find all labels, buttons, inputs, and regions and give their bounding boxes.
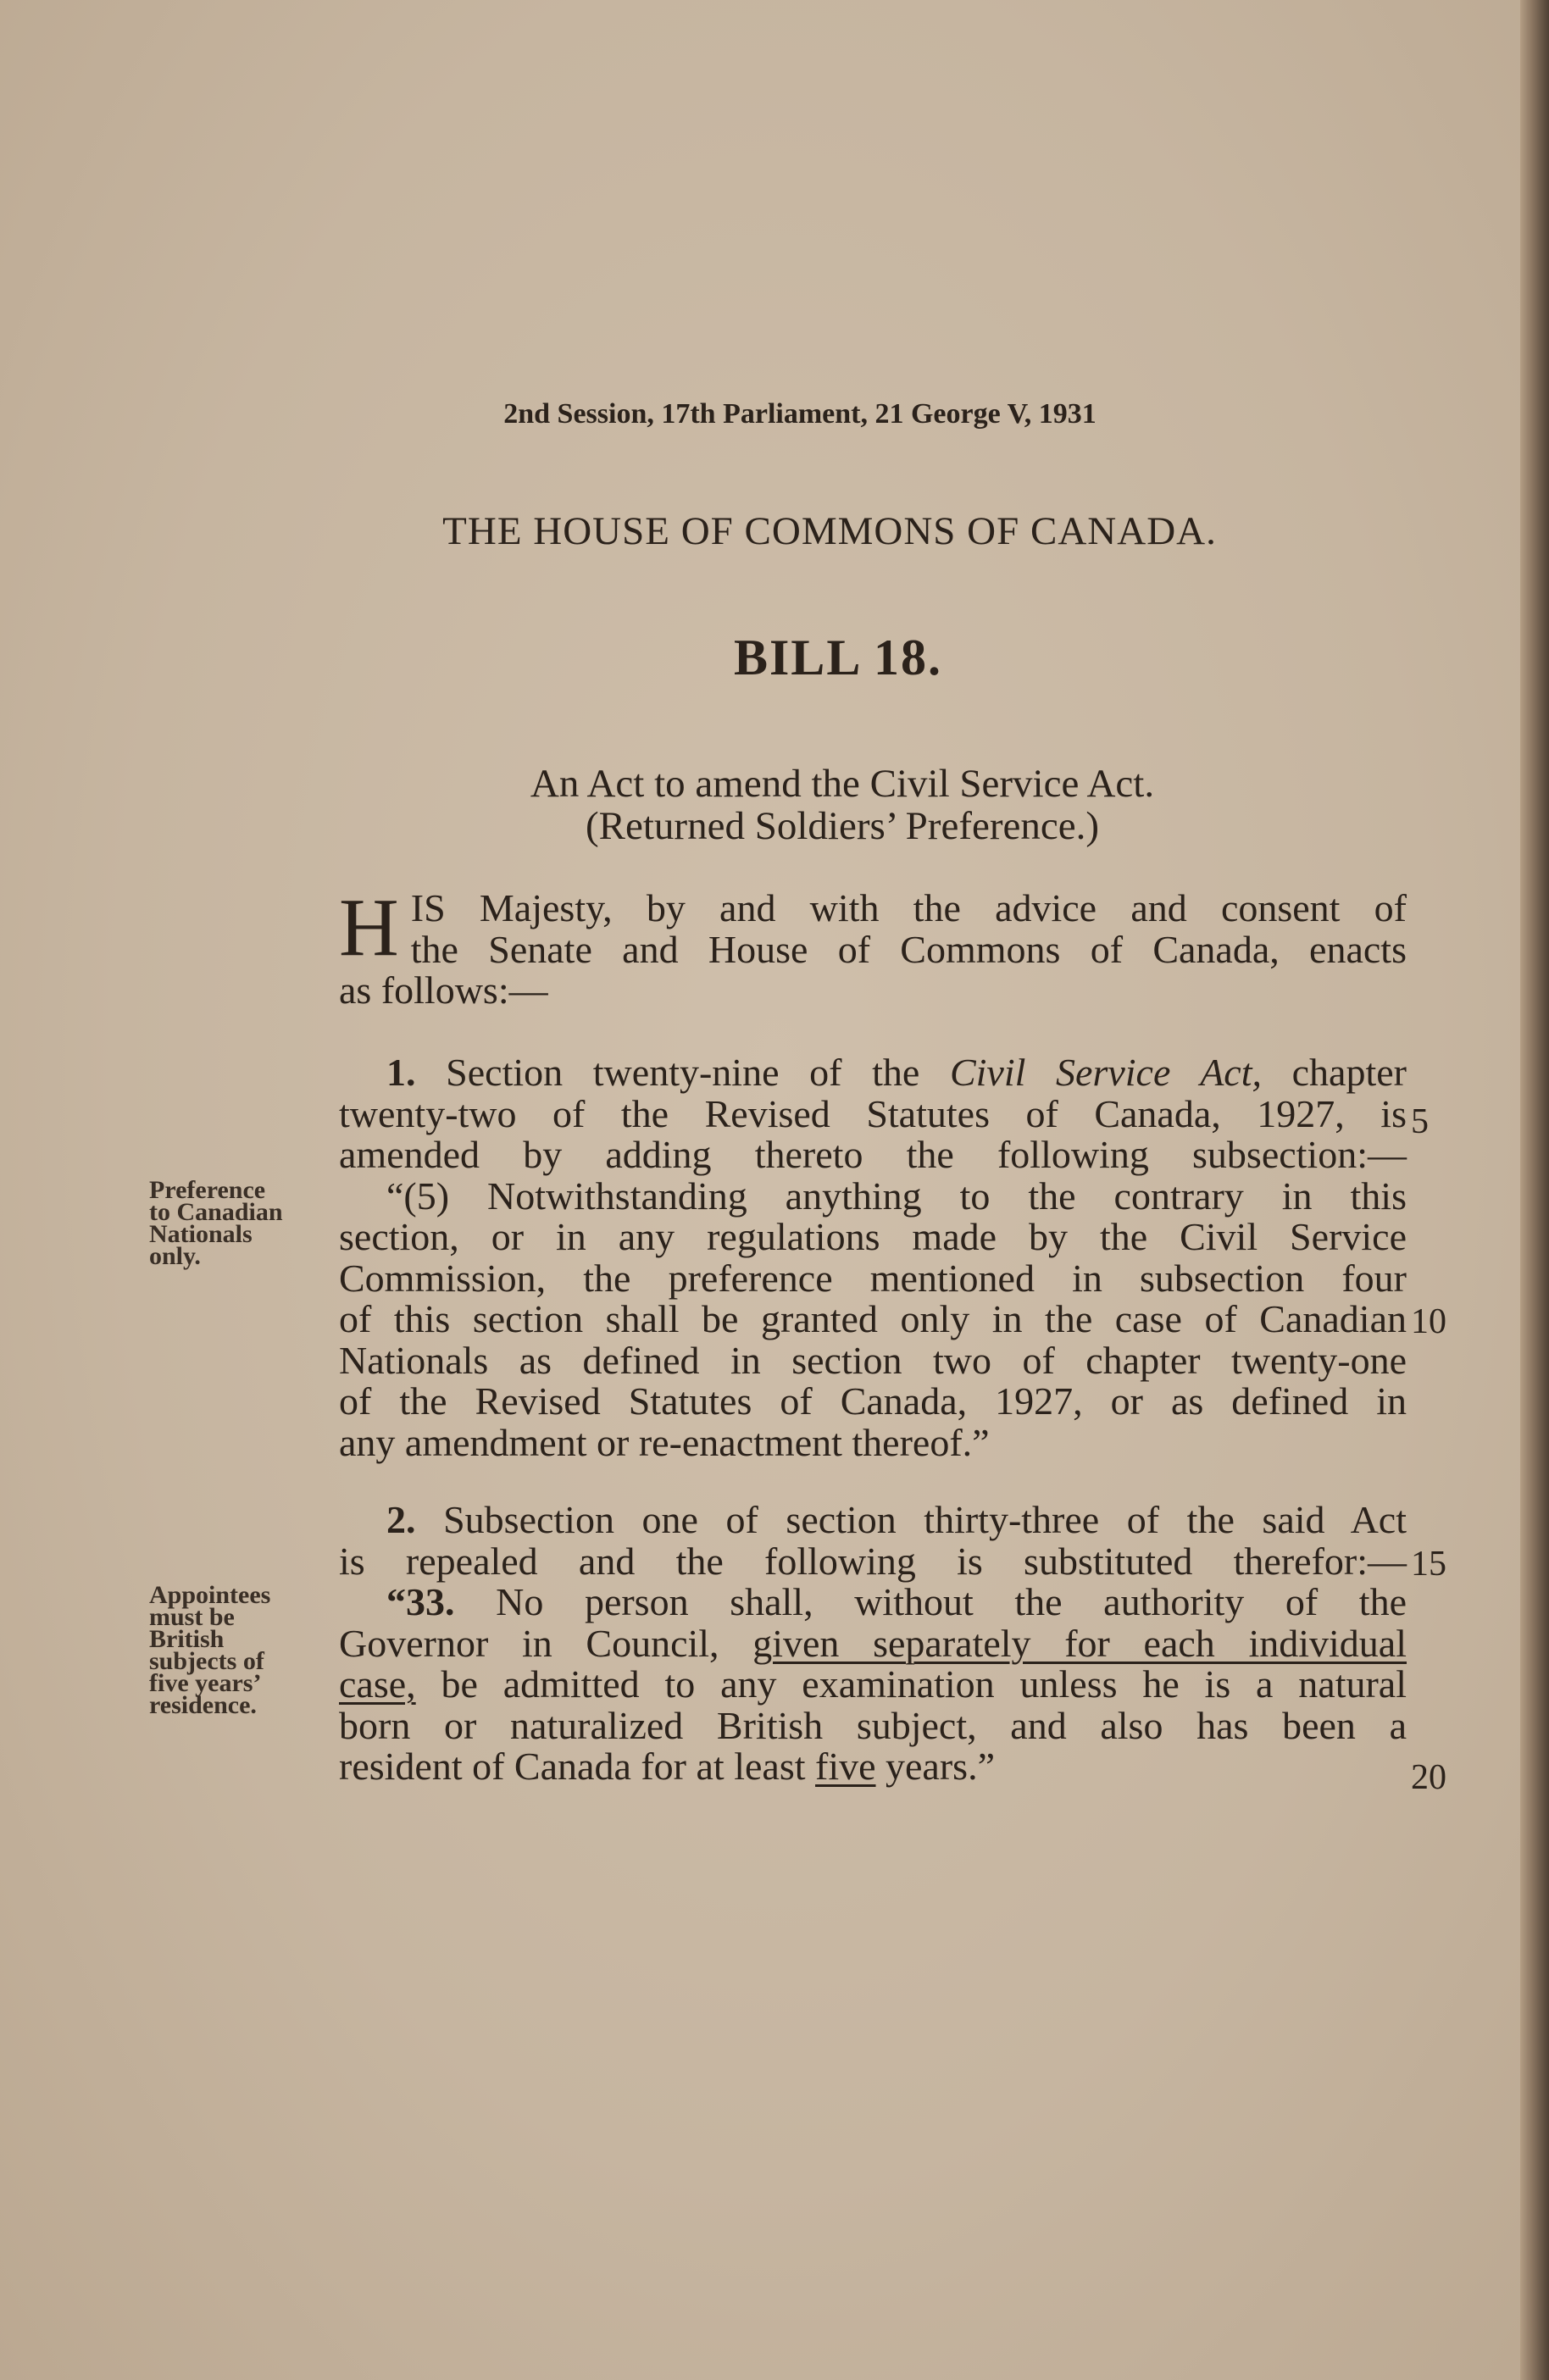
section-1-line-8: Nationals as defined in section two of chapter twenty-one <box>339 1338 1407 1382</box>
section-2-line-3 <box>339 1582 1407 1623</box>
margin-note-line: residence. <box>149 1691 257 1719</box>
enacting-line-3: as follows:— <box>339 968 548 1012</box>
section-2-line-7 <box>339 1746 1407 1788</box>
section-1-line-2: twenty-two of the Revised Statutes of Canada, 1927, is <box>339 1091 1407 1135</box>
section-1-line-6: Commission, the preference mentioned in subsection four <box>339 1256 1407 1300</box>
margin-note-line: Nationals <box>149 1220 253 1248</box>
house-heading: THE HOUSE OF COMMONS OF CANADA. <box>442 509 1217 553</box>
margin-note-line: to Canadian <box>149 1198 283 1226</box>
act-title-line-2: (Returned Soldiers’ Preference.) <box>586 804 1099 848</box>
section-1-line-3: amended by adding thereto the following subsection:— <box>339 1133 1407 1176</box>
section-1-line-4: “(5) Notwithstanding anything to the contrary in this <box>386 1173 1407 1218</box>
margin-note-line: five years’ <box>149 1669 262 1697</box>
section-1 <box>339 1052 1407 1463</box>
section-2-line-3-text: No person shall, without the authority of the <box>454 1580 1407 1623</box>
act-title-line-1: An Act to amend the Civil Service Act. <box>530 762 1155 806</box>
enacting-line-1: IS Majesty, by and with the advice and consent of <box>410 886 1407 929</box>
margin-note-line: only. <box>149 1242 201 1270</box>
enacting-clause <box>339 882 1407 1012</box>
line-number-15: 15 <box>1411 1545 1446 1584</box>
session-line: 2nd Session, 17th Parliament, 21 George V, 1931 <box>503 398 1097 430</box>
margin-note-line: Appointees <box>149 1581 271 1609</box>
section-2-line-7-text: resident of Canada for at least <box>339 1745 815 1788</box>
enacting-line-2: the Senate and House of Commons of Canada, enacts <box>410 927 1407 971</box>
line-number-10: 10 <box>1411 1302 1446 1341</box>
section-2-line-6: born or naturalized British subject, and also has been a <box>339 1703 1407 1747</box>
margin-note-preference <box>149 1176 344 1270</box>
section-1-line-1 <box>339 1052 1407 1094</box>
underlined-word-five: five <box>815 1745 876 1788</box>
section-2-line-2: is repealed and the following is substituted therefor:— <box>339 1539 1407 1583</box>
section-2-line-1 <box>339 1500 1407 1541</box>
section-2 <box>339 1500 1407 1788</box>
margin-note-line: must be <box>149 1603 235 1631</box>
section-1-line-10: any amendment or re-enactment thereof.” <box>339 1420 990 1464</box>
margin-note-line: British <box>149 1625 225 1653</box>
section-1-number: 1. <box>386 1051 416 1094</box>
underlined-phrase-1: given separately for each individual <box>752 1621 1407 1665</box>
line-number-20: 20 <box>1411 1758 1446 1797</box>
underlined-phrase-2: case, <box>339 1662 416 1706</box>
section-1-line-5: section, or in any regulations made by the Civil Service <box>339 1215 1407 1258</box>
line-number-5: 5 <box>1411 1102 1429 1141</box>
section-1-line-7: of this section shall be granted only in the case of Canadian <box>339 1297 1407 1340</box>
section-1-line-9: of the Revised Statutes of Canada, 1927, or as defined in <box>339 1379 1407 1423</box>
bill-number: BILL 18. <box>733 630 943 685</box>
act-title <box>0 763 1549 847</box>
section-2-line-4 <box>339 1623 1407 1665</box>
margin-note-appointees <box>149 1581 344 1719</box>
section-1-text-end: chapter <box>1262 1051 1407 1094</box>
section-2-number: 2. <box>386 1498 416 1541</box>
subsection-33-number: “33. <box>386 1580 455 1623</box>
act-name-italic: Civil Service Act, <box>949 1051 1262 1094</box>
page-edge <box>1520 0 1549 2380</box>
section-2-line-5-text: be admitted to any examination unless he is a natural <box>415 1662 1407 1706</box>
margin-note-line: Preference <box>149 1176 266 1204</box>
section-1-text: Section twenty-nine of the <box>446 1051 950 1094</box>
section-2-line-5 <box>339 1664 1407 1706</box>
drop-cap: H <box>339 882 399 974</box>
section-2-line-7-end: years.” <box>875 1745 995 1788</box>
section-2-text: Subsection one of section thirty-three of the said Act <box>443 1498 1407 1541</box>
section-2-line-4-text: Governor in Council, <box>339 1621 753 1665</box>
margin-note-line: subjects of <box>149 1647 264 1675</box>
